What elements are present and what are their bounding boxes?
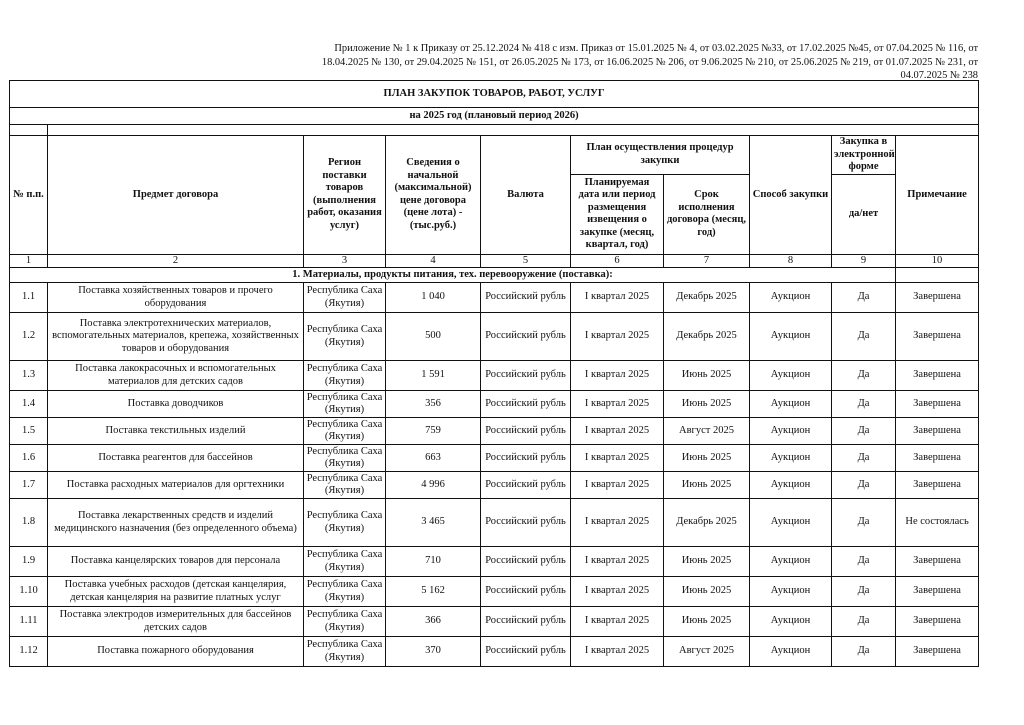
cell-plan-date: I квартал 2025	[571, 313, 664, 361]
cell-num: 1.2	[10, 313, 48, 361]
cell-electronic: Да	[832, 418, 896, 445]
table-row	[10, 283, 979, 313]
procurement-plan-table	[9, 80, 979, 667]
cell-currency: Российский рубль	[481, 607, 571, 637]
cell-subject: Поставка пожарного оборудования	[48, 637, 304, 667]
cell-method: Аукцион	[750, 283, 832, 313]
cell-num: 1.9	[10, 547, 48, 577]
cell-deadline: Август 2025	[664, 637, 750, 667]
header-note: Примечание	[896, 136, 979, 255]
table-row	[10, 607, 979, 637]
cell-num: 1.6	[10, 445, 48, 472]
header-deadline: Срок исполнения договора (месяц, год)	[664, 174, 750, 254]
column-number: 2	[48, 254, 304, 268]
cell-plan-date: I квартал 2025	[571, 472, 664, 499]
cell-price: 5 162	[386, 577, 481, 607]
cell-subject: Поставка доводчиков	[48, 391, 304, 418]
column-number: 10	[896, 254, 979, 268]
cell-electronic: Да	[832, 577, 896, 607]
cell-plan-date: I квартал 2025	[571, 499, 664, 547]
cell-plan-date: I квартал 2025	[571, 283, 664, 313]
header-plan: План осуществления процедур закупки	[571, 136, 750, 175]
cell-plan-date: I квартал 2025	[571, 418, 664, 445]
cell-region: Республика Саха (Якутия)	[304, 418, 386, 445]
cell-electronic: Да	[832, 607, 896, 637]
cell-method: Аукцион	[750, 418, 832, 445]
blank-row	[10, 125, 979, 136]
cell-method: Аукцион	[750, 547, 832, 577]
column-number: 6	[571, 254, 664, 268]
column-number: 1	[10, 254, 48, 268]
cell-price: 3 465	[386, 499, 481, 547]
table-row	[10, 391, 979, 418]
cell-num: 1.8	[10, 499, 48, 547]
cell-price: 663	[386, 445, 481, 472]
cell-price: 759	[386, 418, 481, 445]
table-row	[10, 637, 979, 667]
cell-subject: Поставка хозяйственных товаров и прочего оборудования	[48, 283, 304, 313]
cell-method: Аукцион	[750, 313, 832, 361]
column-number: 5	[481, 254, 571, 268]
header-row	[10, 136, 979, 175]
title-row	[10, 81, 979, 108]
cell-method: Аукцион	[750, 577, 832, 607]
cell-note: Завершена	[896, 418, 979, 445]
cell-region: Республика Саха (Якутия)	[304, 472, 386, 499]
cell-electronic: Да	[832, 547, 896, 577]
cell-electronic: Да	[832, 499, 896, 547]
header-num: № п.п.	[10, 136, 48, 255]
cell-currency: Российский рубль	[481, 283, 571, 313]
cell-subject: Поставка реагентов для бассейнов	[48, 445, 304, 472]
cell-price: 370	[386, 637, 481, 667]
header-region: Регион поставки товаров (выполнения работ, оказания услуг)	[304, 136, 386, 255]
cell-subject: Поставка лакокрасочных и вспомогательных материалов для детских садов	[48, 361, 304, 391]
cell-plan-date: I квартал 2025	[571, 637, 664, 667]
cell-electronic: Да	[832, 472, 896, 499]
cell-price: 4 996	[386, 472, 481, 499]
cell-region: Республика Саха (Якутия)	[304, 577, 386, 607]
section-title: 1. Материалы, продукты питания, тех. перевооружение (поставка):	[10, 268, 896, 283]
cell-num: 1.12	[10, 637, 48, 667]
header-method: Способ закупки	[750, 136, 832, 255]
section-row	[10, 268, 979, 283]
column-number: 3	[304, 254, 386, 268]
cell-deadline: Июнь 2025	[664, 391, 750, 418]
cell-method: Аукцион	[750, 445, 832, 472]
cell-plan-date: I квартал 2025	[571, 547, 664, 577]
table-row	[10, 445, 979, 472]
cell-note: Не состоялась	[896, 499, 979, 547]
cell-currency: Российский рубль	[481, 391, 571, 418]
cell-note: Завершена	[896, 607, 979, 637]
cell-region: Республика Саха (Якутия)	[304, 445, 386, 472]
blank-cell	[48, 125, 979, 136]
column-numbers-row	[10, 254, 979, 268]
cell-currency: Российский рубль	[481, 361, 571, 391]
cell-price: 1 591	[386, 361, 481, 391]
cell-currency: Российский рубль	[481, 499, 571, 547]
cell-num: 1.10	[10, 577, 48, 607]
cell-plan-date: I квартал 2025	[571, 577, 664, 607]
subtitle-row	[10, 108, 979, 125]
table-row	[10, 472, 979, 499]
cell-currency: Российский рубль	[481, 313, 571, 361]
cell-electronic: Да	[832, 283, 896, 313]
cell-num: 1.4	[10, 391, 48, 418]
cell-num: 1.7	[10, 472, 48, 499]
cell-currency: Российский рубль	[481, 637, 571, 667]
appendix-note: Приложение № 1 к Приказу от 25.12.2024 № 418 с изм. Приказ от 15.01.2025 № 4, от 03.02.2025 №33, от 17.02.2025 №45, от 07.04.2025 № 116, от 18.04.2025 № 130, от 29.04.2025 № 151, от 26.05.2025 № 173, от 16.06.2025 № 206, от 9.06.2025 № 210, от 25.06.2025 № 219, от 01.07.2025 № 231, от 04.07.2025 № 238	[321, 43, 978, 81]
cell-method: Аукцион	[750, 499, 832, 547]
cell-deadline: Август 2025	[664, 418, 750, 445]
cell-method: Аукцион	[750, 607, 832, 637]
cell-region: Республика Саха (Якутия)	[304, 361, 386, 391]
cell-note: Завершена	[896, 472, 979, 499]
cell-note: Завершена	[896, 577, 979, 607]
cell-method: Аукцион	[750, 637, 832, 667]
cell-price: 500	[386, 313, 481, 361]
cell-note: Завершена	[896, 391, 979, 418]
header-price: Сведения о начальной (максимальной) цене договора (цене лота) - (тыс.руб.)	[386, 136, 481, 255]
cell-deadline: Июнь 2025	[664, 472, 750, 499]
cell-price: 710	[386, 547, 481, 577]
blank-cell	[10, 125, 48, 136]
cell-deadline: Июнь 2025	[664, 361, 750, 391]
column-number: 9	[832, 254, 896, 268]
header-subject: Предмет договора	[48, 136, 304, 255]
cell-subject: Поставка расходных материалов для оргтехники	[48, 472, 304, 499]
cell-region: Республика Саха (Якутия)	[304, 547, 386, 577]
cell-currency: Российский рубль	[481, 547, 571, 577]
cell-note: Завершена	[896, 637, 979, 667]
cell-note: Завершена	[896, 361, 979, 391]
table-row	[10, 361, 979, 391]
header-electronic: Закупка в электронной форме	[832, 136, 896, 175]
cell-region: Республика Саха (Якутия)	[304, 391, 386, 418]
cell-method: Аукцион	[750, 361, 832, 391]
cell-deadline: Июнь 2025	[664, 547, 750, 577]
table-subtitle: на 2025 год (плановый период 2026)	[10, 108, 979, 125]
column-number: 7	[664, 254, 750, 268]
cell-price: 366	[386, 607, 481, 637]
cell-plan-date: I квартал 2025	[571, 361, 664, 391]
header-yes-no: да/нет	[832, 174, 896, 254]
table-row	[10, 547, 979, 577]
cell-region: Республика Саха (Якутия)	[304, 607, 386, 637]
table-row	[10, 418, 979, 445]
cell-deadline: Декабрь 2025	[664, 313, 750, 361]
cell-subject: Поставка лекарственных средств и изделий медицинского назначения (без определенного объема)	[48, 499, 304, 547]
cell-electronic: Да	[832, 391, 896, 418]
cell-electronic: Да	[832, 361, 896, 391]
cell-method: Аукцион	[750, 391, 832, 418]
column-number: 4	[386, 254, 481, 268]
table-row	[10, 499, 979, 547]
cell-region: Республика Саха (Якутия)	[304, 283, 386, 313]
cell-deadline: Декабрь 2025	[664, 283, 750, 313]
cell-price: 356	[386, 391, 481, 418]
cell-currency: Российский рубль	[481, 577, 571, 607]
cell-price: 1 040	[386, 283, 481, 313]
cell-electronic: Да	[832, 445, 896, 472]
cell-plan-date: I квартал 2025	[571, 607, 664, 637]
cell-deadline: Декабрь 2025	[664, 499, 750, 547]
table-title: ПЛАН ЗАКУПОК ТОВАРОВ, РАБОТ, УСЛУГ	[10, 81, 979, 108]
cell-note: Завершена	[896, 283, 979, 313]
cell-note: Завершена	[896, 313, 979, 361]
cell-currency: Российский рубль	[481, 445, 571, 472]
cell-note: Завершена	[896, 445, 979, 472]
cell-num: 1.5	[10, 418, 48, 445]
cell-plan-date: I квартал 2025	[571, 391, 664, 418]
column-number: 8	[750, 254, 832, 268]
cell-subject: Поставка канцелярских товаров для персонала	[48, 547, 304, 577]
cell-num: 1.3	[10, 361, 48, 391]
cell-region: Республика Саха (Якутия)	[304, 499, 386, 547]
table-row	[10, 577, 979, 607]
cell-electronic: Да	[832, 637, 896, 667]
header-plan-date: Планируемая дата или период размещения извещения о закупке (месяц, квартал, год)	[571, 174, 664, 254]
cell-method: Аукцион	[750, 472, 832, 499]
cell-subject: Поставка электротехнических материалов, вспомогательных материалов, крепежа, хозяйственных товаров и оборудования	[48, 313, 304, 361]
cell-deadline: Июнь 2025	[664, 577, 750, 607]
cell-plan-date: I квартал 2025	[571, 445, 664, 472]
section-blank	[896, 268, 979, 283]
cell-currency: Российский рубль	[481, 472, 571, 499]
cell-subject: Поставка учебных расходов (детская канцелярия, детская канцелярия на развитие платных услуг	[48, 577, 304, 607]
cell-num: 1.1	[10, 283, 48, 313]
cell-deadline: Июнь 2025	[664, 445, 750, 472]
cell-subject: Поставка электродов измерительных для бассейнов детских садов	[48, 607, 304, 637]
cell-deadline: Июнь 2025	[664, 607, 750, 637]
cell-subject: Поставка текстильных изделий	[48, 418, 304, 445]
cell-currency: Российский рубль	[481, 418, 571, 445]
cell-electronic: Да	[832, 313, 896, 361]
cell-region: Республика Саха (Якутия)	[304, 637, 386, 667]
cell-num: 1.11	[10, 607, 48, 637]
cell-note: Завершена	[896, 547, 979, 577]
header-currency: Валюта	[481, 136, 571, 255]
cell-region: Республика Саха (Якутия)	[304, 313, 386, 361]
table-row	[10, 313, 979, 361]
